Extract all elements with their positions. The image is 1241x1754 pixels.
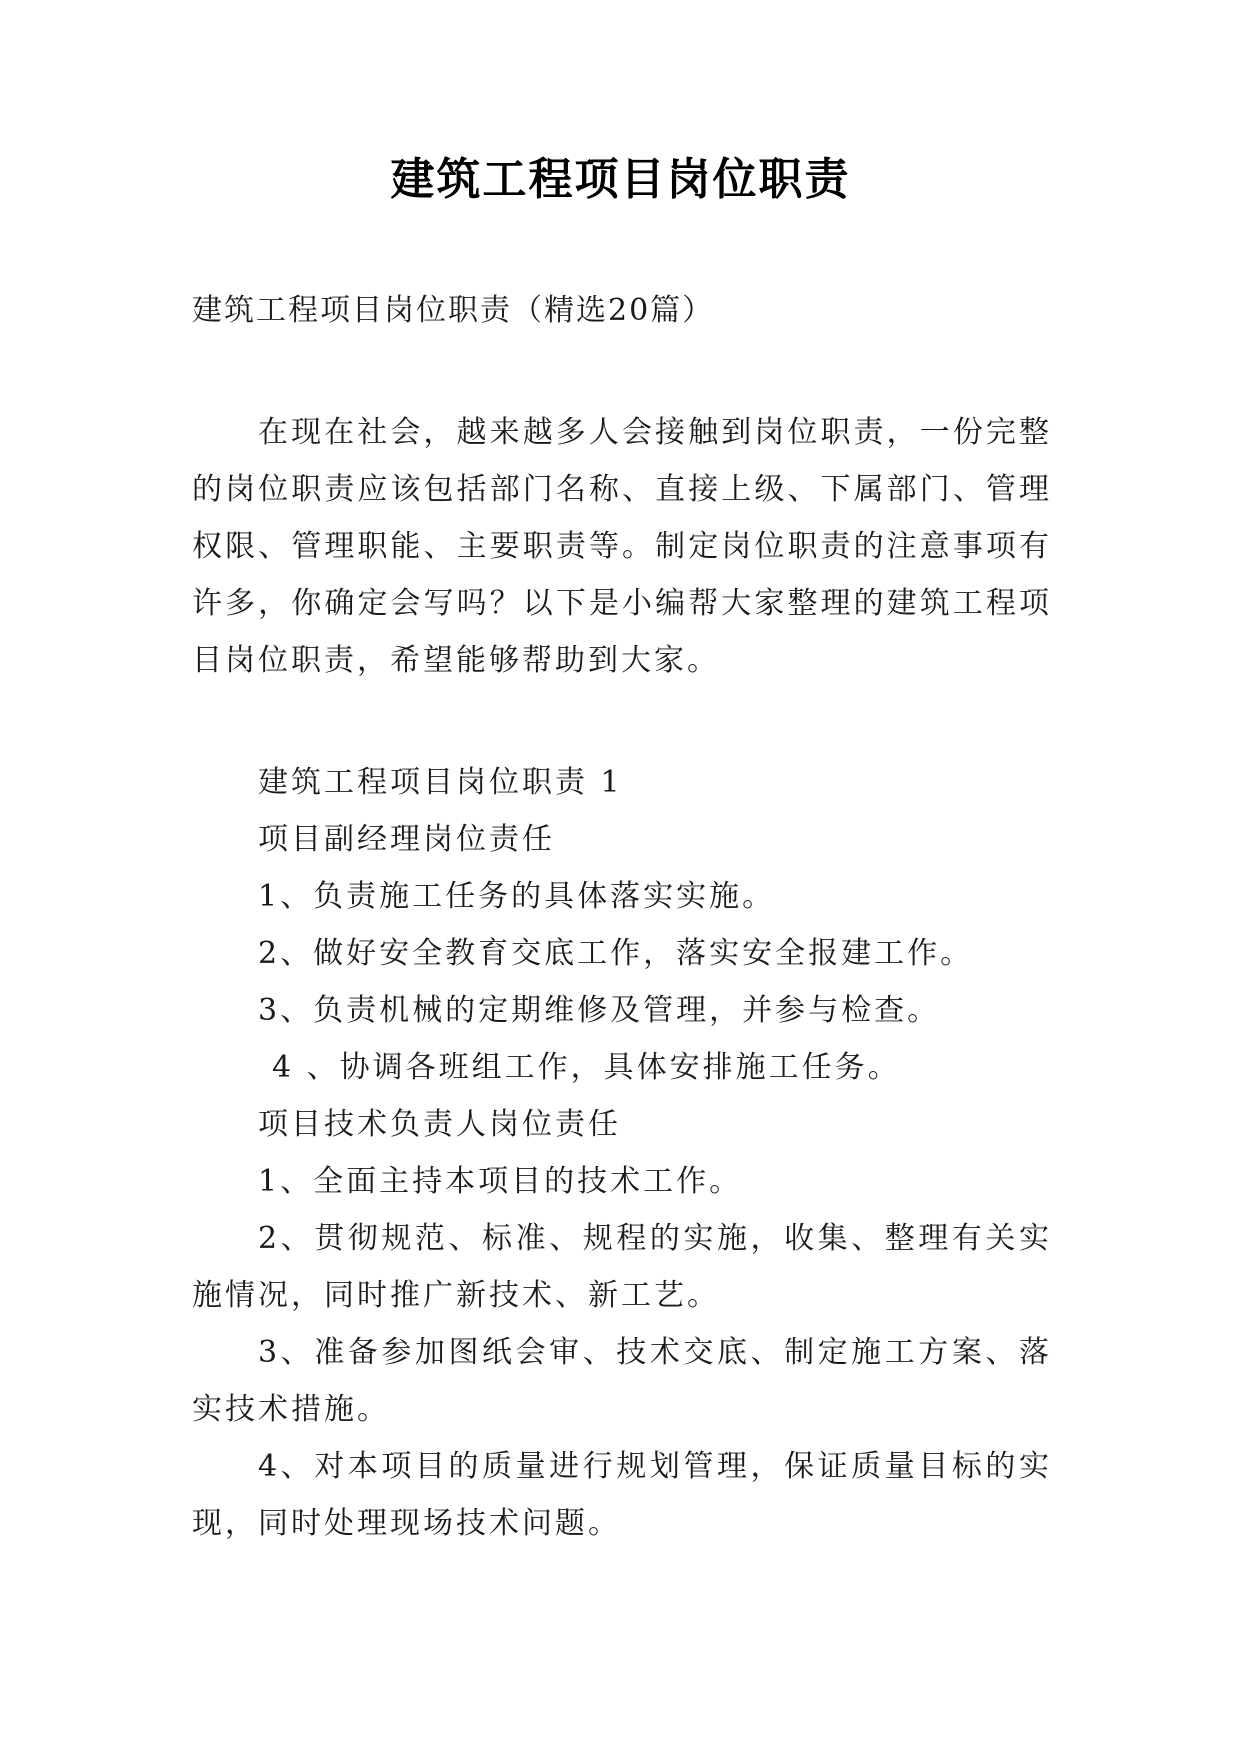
- tech-item-3: 3、准备参加图纸会审、技术交底、制定施工方案、落实技术措施。: [192, 1335, 1052, 1427]
- deputy-item-4: 4 、协调各班组工作，具体安排施工任务。: [272, 1050, 901, 1085]
- intro-paragraph: 在现在社会，越来越多人会接触到岗位职责，一份完整的岗位职责应该包括部门名称、直接上级、下属部门、管理权限、管理职能、主要职责等。制定岗位职责的注意事项有许多，你确定会写吗？以下是小编帮大家整理的建筑工程项目岗位职责，希望能够帮助到大家。: [192, 415, 1052, 678]
- tech-item-1: 1、全面主持本项目的技术工作。: [258, 1164, 743, 1199]
- deputy-item-2: 2、做好安全教育交底工作，落实安全报建工作。: [258, 936, 974, 971]
- document-subtitle: 建筑工程项目岗位职责（精选20篇）: [192, 293, 715, 328]
- tech-item-2: 2、贯彻规范、标准、规程的实施，收集、整理有关实施情况，同时推广新技术、新工艺。: [192, 1221, 1052, 1313]
- deputy-item-3: 3、负责机械的定期维修及管理，并参与检查。: [258, 993, 941, 1028]
- deputy-manager-heading: 项目副经理岗位责任: [258, 822, 555, 857]
- section-heading: 建筑工程项目岗位职责 1: [258, 765, 623, 800]
- section-1: [192, 754, 1052, 1552]
- tech-lead-heading: 项目技术负责人岗位责任: [258, 1107, 621, 1142]
- document-title: 建筑工程项目岗位职责: [390, 154, 851, 205]
- tech-item-4: 4、对本项目的质量进行规划管理，保证质量目标的实现，同时处理现场技术问题。: [192, 1449, 1052, 1541]
- deputy-item-1: 1、负责施工任务的具体落实实施。: [258, 879, 776, 914]
